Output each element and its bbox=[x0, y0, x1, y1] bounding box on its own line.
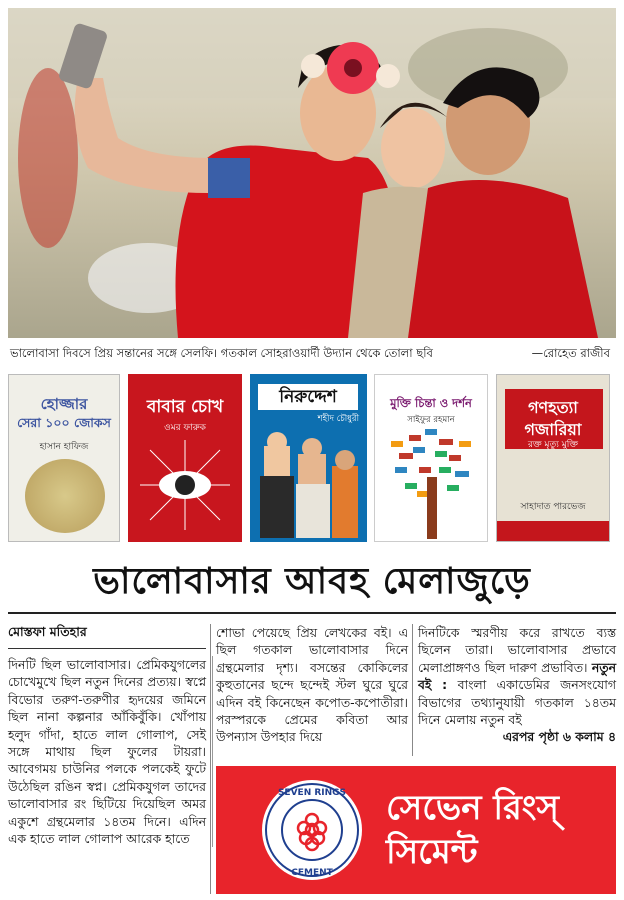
column-divider bbox=[412, 624, 413, 756]
article-column-2: শোভা পেয়েছে প্রিয় লেখকের বই। এ ছিল গতকাল ভালোবাসার দিনে গ্রন্থমেলার দৃশ্য। বসন্তের কোকিলের কুহুতানের ছন্দে ছন্দেই স্টল ঘুরে ঘুরে এদিন বই কিনেছেন কপোত-কপোতীরা। পরস্পরকে প্রেমের কবিতা আর উপন্যাস উপহার দিয়ে bbox=[216, 625, 408, 745]
photo-caption-bar bbox=[8, 342, 616, 364]
book-subtitle: রক্ত মৃত্যু মুক্তি bbox=[527, 440, 579, 450]
column-3-text: দিনটিকে স্মরণীয় করে রাখতে ব্যস্ত ছিলেন তারা। ভালোবাসার প্রভাবে মেলাপ্রাঙ্গণও ছিল দারুণ প্রভাবিত। bbox=[418, 625, 616, 675]
book-cover-niruddesh bbox=[250, 374, 367, 542]
logo-text-top: SEVEN RINGS bbox=[277, 788, 347, 798]
photo-caption: ভালোবাসা দিবসে প্রিয় সন্তানের সঙ্গে সেলফি। গতকাল সোহরাওয়ার্দী উদ্যান থেকে তোলা ছবি bbox=[10, 346, 433, 360]
book-title-line2: সেরা ১০০ জোকস bbox=[17, 415, 111, 430]
book-title: মুক্তি চিন্তা ও দর্শন bbox=[390, 396, 472, 410]
book-author: সাইফুর রহমান bbox=[407, 415, 455, 425]
column-divider bbox=[210, 624, 211, 894]
selfie-photo-illustration bbox=[8, 8, 616, 338]
article-column-1: দিনটি ছিল ভালোবাসার। প্রেমিকযুগলের চোখেমুখে ছিল নতুন দিনের প্রত্যয়। স্বপ্নে বিভোর তরুণ-তরুণীর হৃদয়ের জমিনে ছিল নানা কল্পনার আঁকিবুঁকি। খোঁপায় হলুদ গাঁদা, হাতে লাল গোলাপ, সেই সঙ্গে মাথায় ছিল ফুলের টায়রা। আবেগময় চাউনির পলকে পলকেই ফুটে উঠেছিল রঙিন স্বপ্ন। প্রেমিকযুগল তাদের ভালোবাসার রং ছিটিয়ে দিয়েছিল অমর একুশে গ্রন্থমেলার ১৪তম দিনে। এদিন এক হাতে লাল গোলাপ আরেক হাতে bbox=[8, 656, 213, 847]
photo-credit: —রোহেত রাজীব bbox=[531, 346, 610, 360]
book-cover-babar-chokh bbox=[128, 374, 242, 542]
continued-marker: এরপর পৃষ্ঠা ৬ কলাম ৪ bbox=[502, 729, 616, 745]
book-title-line1: গণহত্যা bbox=[528, 398, 578, 417]
book-title: নিরুদ্দেশ bbox=[258, 384, 358, 410]
book-author: ওমর ফারুক bbox=[164, 423, 206, 433]
book-title: বাবার চোখ bbox=[146, 397, 224, 417]
book-tree-illustration bbox=[389, 427, 475, 539]
ad-brand-line1: সেভেন রিংস্ bbox=[386, 788, 559, 828]
book-author: হাসান হাফিজ bbox=[39, 442, 89, 452]
people-illustration bbox=[256, 426, 361, 538]
byline: মোস্তফা মতিহার bbox=[8, 624, 206, 649]
seven-rings-logo-icon bbox=[260, 778, 364, 882]
seven-rings-cement-ad bbox=[216, 766, 616, 894]
eye-icon bbox=[140, 440, 230, 530]
book-author: সাহাদাত পারভেজ bbox=[520, 502, 586, 512]
nasreddin-illustration bbox=[25, 459, 105, 533]
feature-photo bbox=[8, 8, 616, 338]
logo-text-bottom: CEMENT bbox=[291, 868, 333, 878]
article-column-3 bbox=[418, 624, 616, 746]
book-author: শহীদ চৌধুরী bbox=[317, 414, 359, 424]
book-cover-hojjar bbox=[8, 374, 120, 542]
new-books-text: বাংলা একাডেমির জনসংযোগ বিভাগের তথ্যানুযায়ী গতকাল ১৪তম দিনে মেলায় নতুন বই bbox=[418, 677, 616, 728]
book-title-line1: হোজ্জার bbox=[40, 395, 88, 413]
article-headline: ভালোবাসার আবহ মেলাজুড়ে bbox=[93, 560, 531, 602]
book-cover-mukti-chinta bbox=[374, 374, 488, 542]
ad-brand-line2: সিমেন্ট bbox=[386, 832, 478, 872]
new-books-label: নতুন বই : bbox=[418, 659, 616, 693]
book-title-line2: গজারিয়া bbox=[524, 420, 582, 439]
headline-rule bbox=[8, 612, 616, 614]
cover-footer-band bbox=[497, 521, 609, 542]
book-cover-gonohotta bbox=[496, 374, 610, 542]
